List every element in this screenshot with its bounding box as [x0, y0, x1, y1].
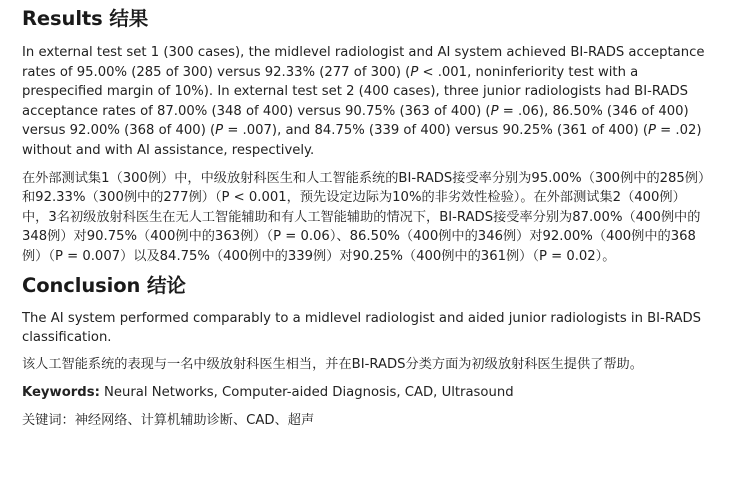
keywords-chinese: 关键词：神经网络、计算机辅助诊断、CAD、超声: [22, 412, 315, 428]
results-chinese-paragraph: 在外部测试集1（300例）中，中级放射科医生和人工智能系统的BI-RADS接受率分别为95.00%（300例中的285例）和92.33%（300例中的277例）（P < 0.001，预先设定边际为10%的非劣效性检验）。在外部测试集2（400例）中，3名初级放射科医生在无人工智能辅助和有人工智能辅助的情况下，BI-RADS接受率分别为87.00%（400例中的348例）对90.75%（400例中的363例）（P = 0.06）、86.50%（400例中的346例）对92.00%（400例中的368例）（P = 0.007）以及84.75%（400例中的339例）对90.25%（400例中的361例）（P = 0.02）。: [22, 170, 712, 264]
conclusion-chinese-paragraph: 该人工智能系统的表现与一名中级放射科医生相当，并在BI-RADS分类方面为初级放射科医生提供了帮助。: [22, 356, 643, 372]
conclusion-english-paragraph: The AI system performed comparably to a midlevel radiologist and aided junior radiologists in BI-RADS classification.: [22, 310, 701, 346]
keywords-english: [22, 383, 712, 403]
p-value-symbol: P: [410, 64, 419, 80]
conclusion-heading: Conclusion 结论: [22, 273, 186, 297]
results-text-5: = .02) without and with AI assistance, respectively.: [22, 123, 702, 158]
results-heading: Results 结果: [22, 7, 149, 30]
results-text-1: In external test set 1 (300 cases), the midlevel radiologist and AI system achieved BI-RADS acceptance rates of 95.00% (285 of 300) versus 92.33% (277 of 300) (: [22, 45, 705, 80]
p-value-symbol: P: [648, 123, 656, 139]
keywords-value: Neural Networks, Computer-aided Diagnosis, CAD, Ultrasound: [99, 385, 514, 401]
results-text-2: < .001, noninferiority test with a prespecified margin of 10%). In external test set 2 (400 cases), three junior radiologists had BI-RADS acceptance rates of 87.00% (348 of 400) versus 90.75% (363 of 400) (: [22, 64, 689, 119]
results-text-4: = .007), and 84.75% (339 of 400) versus 90.25% (361 of 400) (: [223, 123, 649, 139]
results-text-3: = .06), 86.50% (346 of 400) versus 92.00% (368 of 400) (: [22, 103, 689, 139]
p-value-symbol: P: [215, 123, 224, 139]
p-value-symbol: P: [490, 103, 499, 119]
results-english-paragraph: [22, 43, 712, 161]
keywords-label: Keywords:: [22, 385, 100, 401]
